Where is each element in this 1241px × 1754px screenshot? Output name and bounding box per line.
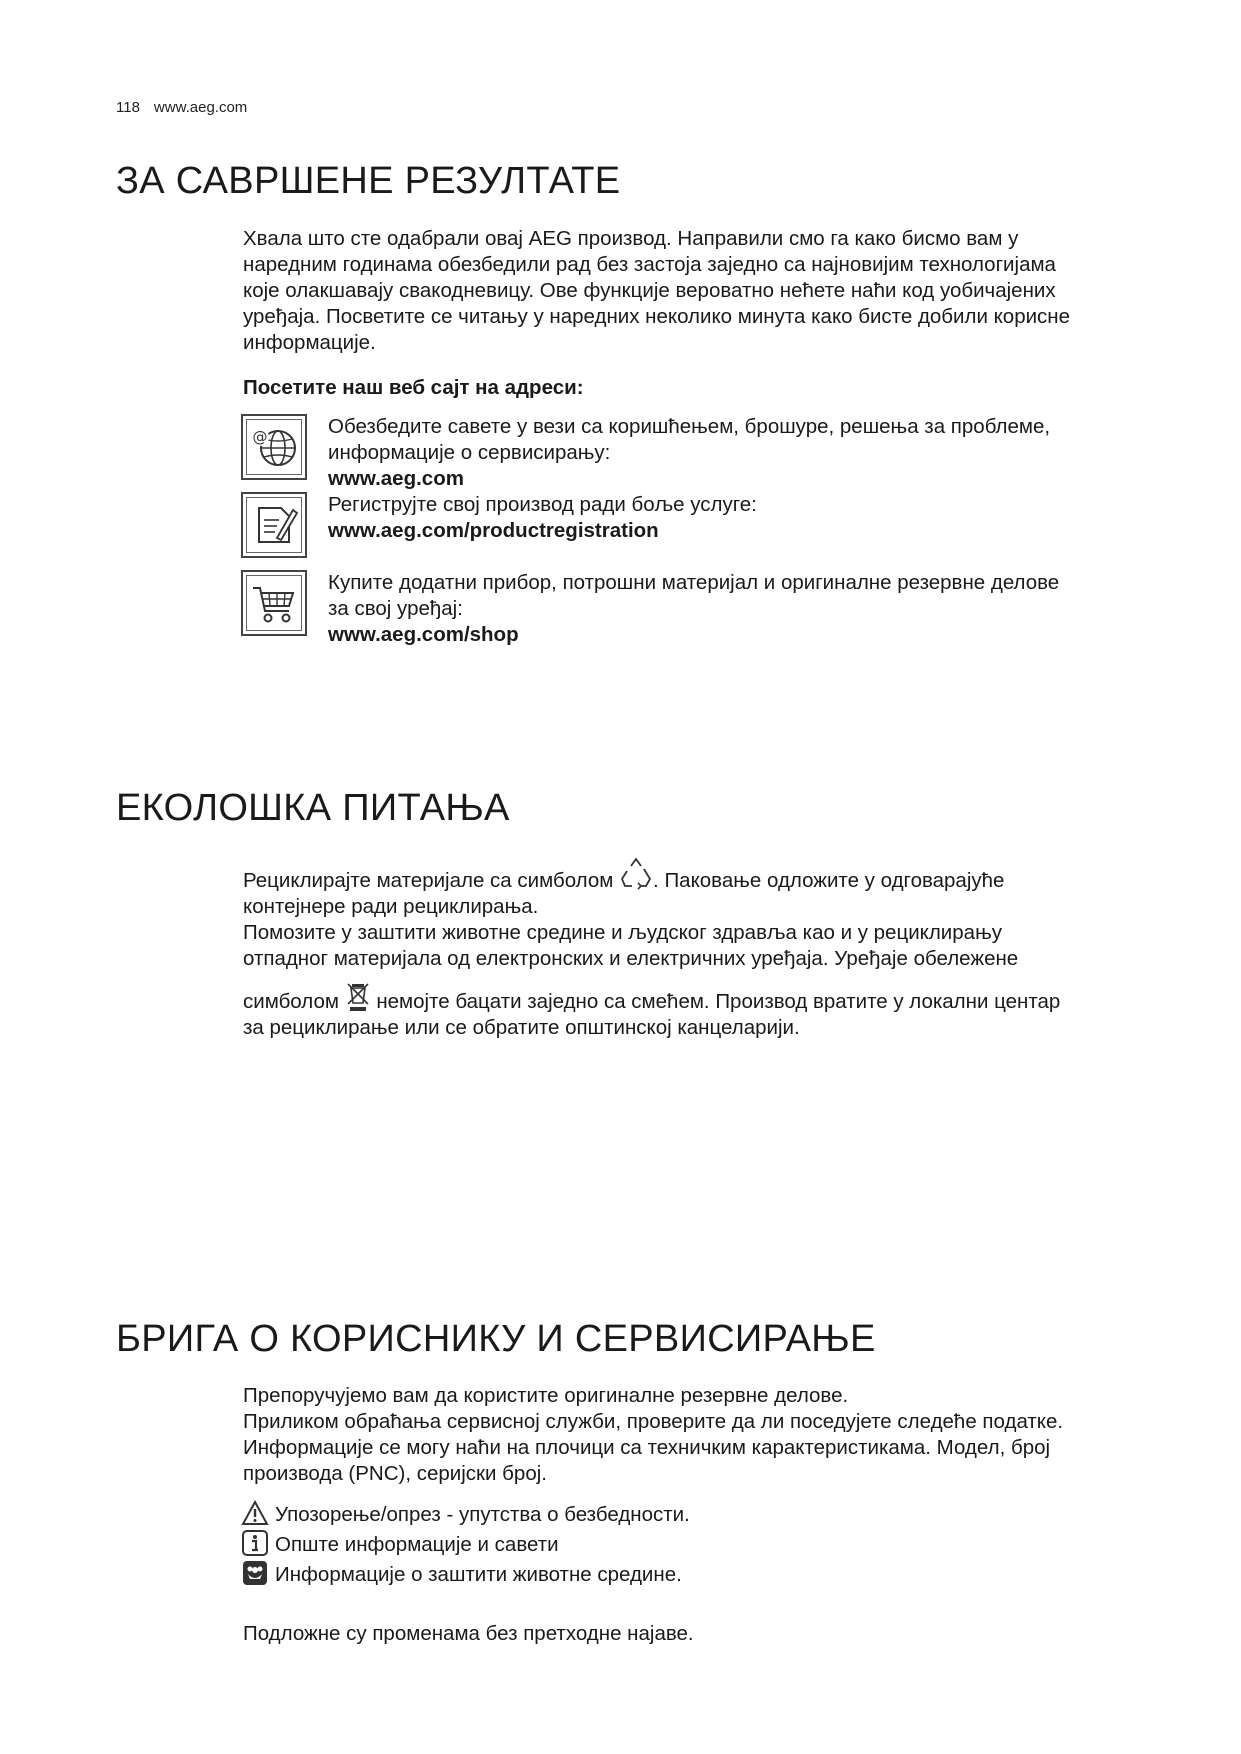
service-line: производа (PNC), серијски број.: [243, 1462, 547, 1485]
ecology-line: Помозите у заштити животне средине и људског здравља као и у рециклирању: [243, 921, 1002, 944]
intro-line: које олакшавају свакодневицу. Ове функције вероватно нећете наћи код уобичајених: [243, 279, 1056, 302]
ecology-line: Рециклирајте материјале са симболом . Паковање одложите у одговарајуће: [243, 857, 1143, 894]
intro-line: уређаја. Посветите се читању у наредних неколико минута како бисте добили корисне: [243, 305, 1071, 328]
globe-at-icon: [241, 414, 307, 480]
intro-line: Хвала што сте одабрали овај AEG производ. Направили смо га како бисмо вам у: [243, 227, 1019, 250]
service-paragraph: [243, 1383, 1143, 1487]
info-row-line: информације о сервисирању:: [328, 441, 611, 464]
crossed-bin-icon: [345, 980, 371, 1012]
page-header: [116, 99, 247, 116]
ecology-paragraph: [243, 857, 1143, 1041]
info-icon: [241, 1530, 269, 1556]
link-product-registration[interactable]: www.aeg.com/productregistration: [328, 519, 659, 542]
legend-item-environment: Информације о заштити животне средине.: [241, 1560, 690, 1590]
info-row-text: [328, 570, 1168, 648]
info-row-text: [328, 492, 1168, 544]
legend-item-info: Опште информације и савети: [241, 1530, 690, 1560]
section-title-ecology: ЕКОЛОШКА ПИТАЊА: [116, 787, 510, 829]
shopping-cart-icon: [241, 570, 307, 636]
service-line: Приликом обраћања сервисној служби, проверите да ли поседујете следеће податке.: [243, 1410, 1064, 1433]
registration-form-icon: [241, 492, 307, 558]
section-title-service: БРИГА О КОРИСНИКУ И СЕРВИСИРАЊЕ: [116, 1318, 876, 1360]
page-number: 118: [116, 99, 140, 116]
intro-paragraph: [243, 226, 1143, 356]
intro-line: информације.: [243, 331, 376, 354]
ecology-line: отпадног материјала од електронских и електричних уређаја. Уређаје обележене: [243, 947, 1019, 970]
warning-triangle-icon: [241, 1500, 269, 1526]
recycle-icon: [619, 857, 653, 891]
link-shop[interactable]: www.aeg.com/shop: [328, 623, 519, 646]
ecology-line: симболом немојте бацати заједно са смећем. Производ вратите у локални центар: [243, 980, 1143, 1015]
section-title-results: ЗА САВРШЕНЕ РЕЗУЛТАТЕ: [116, 160, 621, 202]
environment-icon: [241, 1560, 269, 1586]
legend-item-warning: Упозорење/опрез - упутства о безбедности.: [241, 1500, 690, 1530]
service-line: Препоручујемо вам да користите оригиналне резервне делове.: [243, 1384, 849, 1407]
ecology-line: за рециклирање или се обратите општинској канцеларији.: [243, 1016, 800, 1039]
ecology-line: контејнере ради рециклирања.: [243, 895, 539, 918]
info-row-line: Обезбедите савете у вези са коришћењем, брошуре, решења за проблеме,: [328, 415, 1051, 438]
svg-text:@: @: [252, 428, 268, 446]
info-row-line: Купите додатни прибор, потрошни материјал и оригиналне резервне делове: [328, 571, 1060, 594]
service-line: Информације се могу наћи на плочици са техничким карактеристикама. Модел, број: [243, 1436, 1051, 1459]
info-row-line: Региструјте свој производ ради боље услуге:: [328, 493, 757, 516]
visit-website-label: Посетите наш веб сајт на адреси:: [243, 376, 584, 399]
intro-line: наредним годинама обезбедили рад без застоја заједно са најновијим технологијама: [243, 253, 1056, 276]
info-row-line: за свој уређај:: [328, 597, 463, 620]
link-aeg[interactable]: www.aeg.com: [328, 467, 464, 490]
footer-note: Подложне су променама без претходне најаве.: [243, 1622, 694, 1645]
info-row-text: [328, 414, 1168, 492]
symbol-legend: [241, 1500, 690, 1590]
header-website: www.aeg.com: [153, 99, 248, 116]
